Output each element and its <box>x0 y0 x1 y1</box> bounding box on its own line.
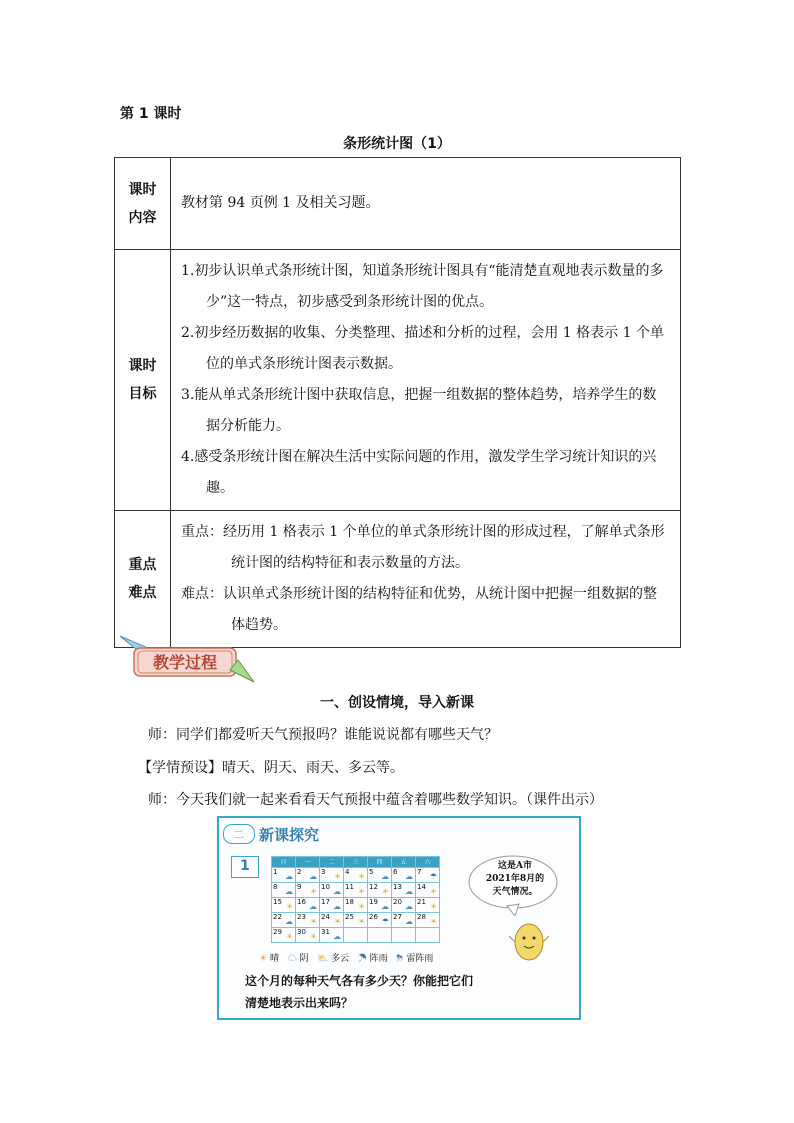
calendar-day <box>272 928 296 943</box>
cloud-icon: ☁ <box>405 917 413 926</box>
legend-label: 阴 <box>299 954 309 964</box>
day-number: 3 <box>321 868 326 876</box>
day-number: 31 <box>321 928 330 936</box>
calendar-day <box>416 928 440 943</box>
day-number: 19 <box>369 898 378 906</box>
day-number: 13 <box>393 883 402 891</box>
day-number: 16 <box>297 898 306 906</box>
shower-icon: ☂ <box>357 954 367 964</box>
sun-icon: ☀ <box>259 954 268 964</box>
calendar-day <box>272 913 296 928</box>
calendar-day <box>368 913 392 928</box>
day-number: 17 <box>321 898 330 906</box>
calendar-day <box>296 913 320 928</box>
sun-icon: ☀ <box>429 917 437 926</box>
goals-head <box>115 250 171 511</box>
rain-icon: ☂ <box>429 872 437 881</box>
day-number: 10 <box>321 883 330 891</box>
calendar-day <box>320 883 344 898</box>
cloud-icon: ☁ <box>381 902 389 911</box>
calendar-day <box>392 868 416 883</box>
courseware-figure <box>217 816 581 1020</box>
day-number: 1 <box>273 868 278 876</box>
day-number: 24 <box>321 913 330 921</box>
sun-icon: ☀ <box>429 887 437 896</box>
cloud-icon: ☁ <box>405 902 413 911</box>
calendar-day <box>368 928 392 943</box>
calendar-day <box>368 883 392 898</box>
example-number: 1 <box>240 858 250 874</box>
day-number: 20 <box>393 898 402 906</box>
goal-item: 2.初步经历数据的收集、分类整理、描述和分析的过程，会用 1 格表示 1 个单位的单式条形统计图表示数据。 <box>181 325 664 372</box>
day-number: 11 <box>345 883 354 891</box>
calendar-day <box>416 868 440 883</box>
calendar-day <box>320 928 344 943</box>
sun-icon: ☀ <box>309 917 317 926</box>
key-point: 重点：经历用 1 格表示 1 个单位的单式条形统计图的形成过程，了解单式条形统计图的结构特征和表示数量的方法。 <box>181 524 665 571</box>
day-number: 12 <box>369 883 378 891</box>
rain-icon: ☂ <box>381 917 389 926</box>
calendar-day <box>296 868 320 883</box>
speech-text: 这是A市 2021年8月的 天气情况。 <box>485 861 545 897</box>
sun-icon: ☀ <box>333 872 341 881</box>
sun-icon: ☀ <box>357 902 365 911</box>
sun-icon: ☀ <box>309 932 317 941</box>
calendar-day <box>344 928 368 943</box>
partly-cloudy-icon: ⛅ <box>317 954 329 964</box>
calendar-day <box>368 868 392 883</box>
paragraph: 师：同学们都爱听天气预报吗？谁能说说都有哪些天气？ <box>148 727 498 743</box>
potato-mascot-icon <box>509 918 549 968</box>
day-number: 5 <box>369 868 374 876</box>
calendar-day <box>344 883 368 898</box>
sun-icon: ☀ <box>357 872 365 881</box>
weekday-header: 六 <box>416 857 440 868</box>
section-number-badge <box>223 824 255 844</box>
calendar-day <box>392 928 416 943</box>
day-number: 15 <box>273 898 282 906</box>
difficulty-point: 难点：认识单式条形统计图的结构特征和优势，从统计图中把握一组数据的整体趋势。 <box>181 586 657 633</box>
weekday-header: 日 <box>272 857 296 868</box>
cloud-icon: ☁ <box>333 932 341 941</box>
lesson-number: 第 1 课时 <box>120 106 182 122</box>
key-head <box>115 511 171 648</box>
calendar-day <box>296 883 320 898</box>
sun-icon: ☀ <box>285 902 293 911</box>
cloud-icon: ☁ <box>285 872 293 881</box>
key-cell <box>171 511 681 648</box>
weekday-header: 三 <box>344 857 368 868</box>
day-number: 28 <box>417 913 426 921</box>
thunderstorm-icon: ⛈ <box>396 954 404 964</box>
day-number: 26 <box>369 913 378 921</box>
calendar-day <box>344 913 368 928</box>
day-number: 22 <box>273 913 282 921</box>
section-title: 一、创设情境，导入新课 <box>320 695 474 711</box>
day-number: 30 <box>297 928 306 936</box>
goal-item: 3.能从单式条形统计图中获取信息，把握一组数据的整体趋势，培养学生的数据分析能力。 <box>181 387 657 434</box>
weekday-header: 五 <box>392 857 416 868</box>
example-box <box>231 856 259 878</box>
key-head-text: 重点 难点 <box>128 557 157 601</box>
day-number: 2 <box>297 868 302 876</box>
weekday-header: 一 <box>296 857 320 868</box>
day-number: 18 <box>345 898 354 906</box>
sun-icon: ☀ <box>333 917 341 926</box>
calendar-day <box>272 883 296 898</box>
page-title: 条形统计图（1） <box>343 136 451 152</box>
day-number: 4 <box>345 868 350 876</box>
calendar-day <box>344 868 368 883</box>
calendar-day <box>296 898 320 913</box>
day-number: 14 <box>417 883 426 891</box>
goal-item: 4.感受条形统计图在解决生活中实际问题的作用，激发学生学习统计知识的兴趣。 <box>181 449 657 496</box>
calendar-day <box>344 898 368 913</box>
goals-cell <box>171 250 681 511</box>
legend-label: 雷阵雨 <box>406 954 434 964</box>
content-head-text: 课时 内容 <box>128 181 157 226</box>
cloud-icon: ☁ <box>333 902 341 911</box>
calendar-day <box>320 898 344 913</box>
calendar-day <box>392 883 416 898</box>
cloud-icon: ☁ <box>405 872 413 881</box>
day-number: 21 <box>417 898 426 906</box>
calendar-day <box>416 883 440 898</box>
lesson-plan-table <box>114 157 681 648</box>
cloud-icon: ☁ <box>287 954 297 964</box>
calendar-day <box>320 868 344 883</box>
day-number: 25 <box>345 913 354 921</box>
figure-question: 这个月的每种天气各有多少天？你能把它们 清楚地表示出来吗？ <box>245 974 474 1010</box>
content-text: 教材第 94 页例 1 及相关习题。 <box>171 158 681 250</box>
calendar-day <box>272 898 296 913</box>
day-number: 9 <box>297 883 302 891</box>
weekday-header: 二 <box>320 857 344 868</box>
figure-header: 新课探究 <box>259 826 320 844</box>
calendar-day <box>416 898 440 913</box>
sun-icon: ☀ <box>285 932 293 941</box>
day-number: 27 <box>393 913 402 921</box>
calendar-day <box>392 898 416 913</box>
section-number: 二 <box>233 828 244 841</box>
sun-icon: ☀ <box>357 917 365 926</box>
cloud-icon: ☁ <box>381 872 389 881</box>
paragraph: 师：今天我们就一起来看看天气预报中蕴含着哪些数学知识。（课件出示） <box>148 792 603 808</box>
calendar-day <box>320 913 344 928</box>
day-number: 8 <box>273 883 278 891</box>
legend-label: 阵雨 <box>369 954 388 964</box>
calendar-day <box>392 913 416 928</box>
legend-label: 晴 <box>269 954 279 964</box>
content-head <box>115 158 171 250</box>
day-number: 23 <box>297 913 306 921</box>
day-number: 7 <box>417 868 422 876</box>
teaching-process-badge <box>118 630 256 684</box>
calendar-day <box>272 868 296 883</box>
goal-item: 1.初步认识单式条形统计图，知道条形统计图具有“能清楚直观地表示数量的多少”这一特点，初步感受到条形统计图的优点。 <box>181 263 664 310</box>
paragraph: 【学情预设】晴天、阴天、雨天、多云等。 <box>138 760 404 776</box>
cloud-icon: ☁ <box>405 887 413 896</box>
cloud-icon: ☁ <box>309 872 317 881</box>
sun-icon: ☀ <box>429 902 437 911</box>
weather-legend <box>259 951 433 964</box>
weather-calendar <box>271 856 440 943</box>
cloud-icon: ☁ <box>285 917 293 926</box>
cloud-icon: ☁ <box>333 887 341 896</box>
day-number: 6 <box>393 868 398 876</box>
cloud-icon: ☁ <box>309 902 317 911</box>
weekday-header: 四 <box>368 857 392 868</box>
sun-icon: ☀ <box>357 887 365 896</box>
legend-label: 多云 <box>331 954 350 964</box>
badge-text: 教学过程 <box>152 653 218 672</box>
calendar-day <box>368 898 392 913</box>
sun-icon: ☀ <box>309 887 317 896</box>
sun-icon: ☀ <box>381 887 389 896</box>
cloud-icon: ☁ <box>285 887 293 896</box>
calendar-day <box>296 928 320 943</box>
day-number: 29 <box>273 928 282 936</box>
calendar-day <box>416 913 440 928</box>
goals-head-text: 课时 目标 <box>128 358 157 402</box>
